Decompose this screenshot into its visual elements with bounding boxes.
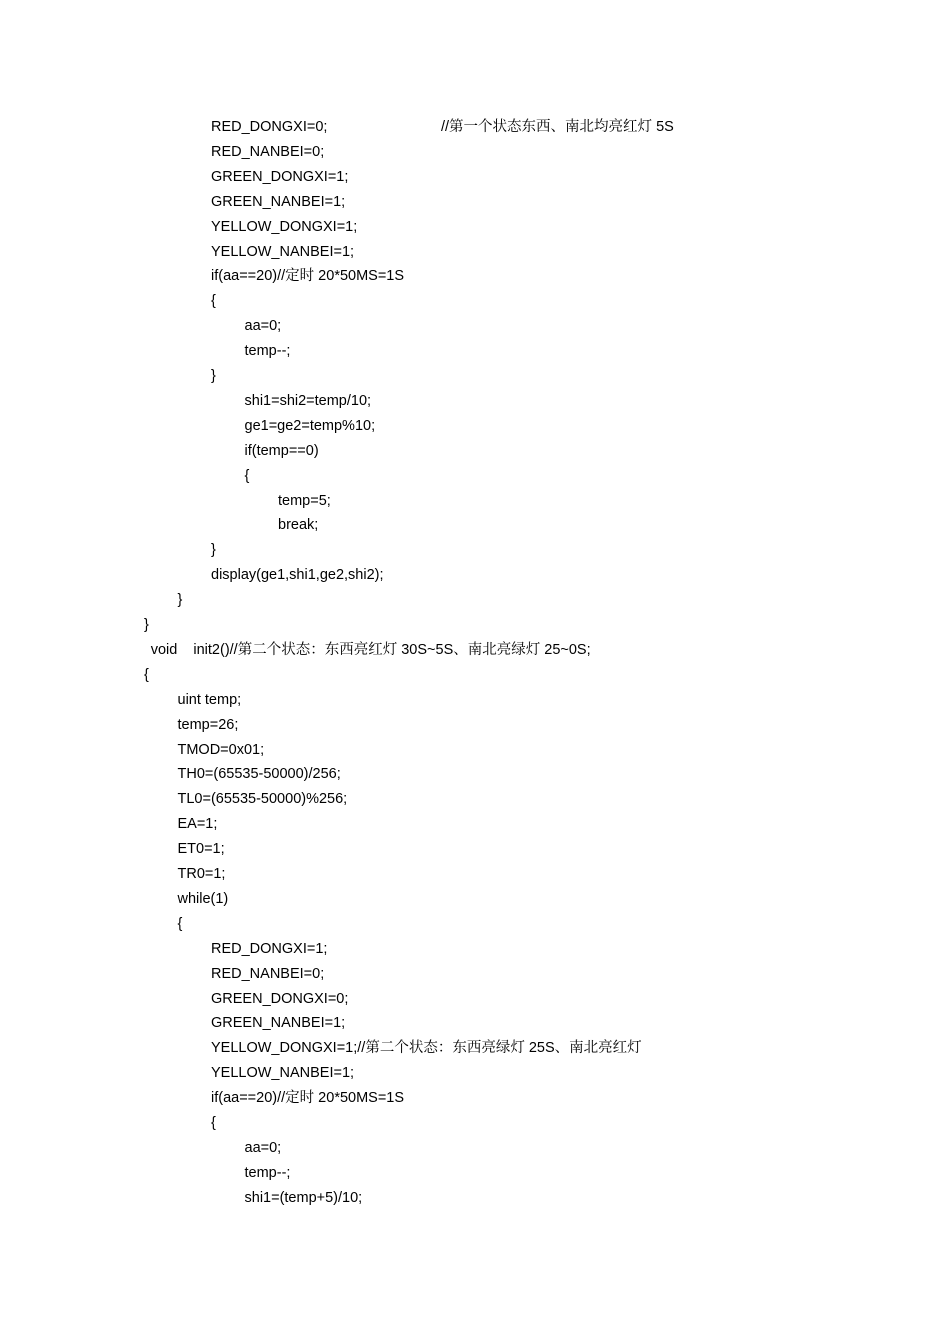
code-line	[245, 339, 291, 364]
code-text: if(aa==20)//定时 20*50MS=1S	[211, 268, 405, 285]
code-line	[178, 688, 242, 713]
code-text: aa=0;	[244, 1139, 282, 1156]
code-line	[211, 1086, 404, 1111]
code-line	[245, 389, 372, 414]
code-line	[178, 887, 229, 912]
code-comment: //第一个状态东西、南北均亮红灯 5S	[441, 119, 674, 135]
code-text: ge1=ge2=temp%10;	[244, 417, 376, 434]
code-line	[211, 937, 327, 962]
code-text: aa=0;	[244, 318, 282, 335]
code-text: GREEN_NANBEI=1;	[211, 193, 346, 210]
code-text: {	[244, 467, 250, 484]
code-text: }	[144, 617, 149, 633]
code-line	[245, 464, 250, 489]
code-line	[211, 190, 345, 215]
code-text: RED_NANBEI=0;	[211, 143, 325, 160]
code-text: YELLOW_DONGXI=1;	[211, 218, 358, 235]
code-text: shi1=shi2=temp/10;	[244, 392, 372, 409]
code-text: GREEN_DONGXI=1;	[211, 168, 349, 185]
code-line	[211, 1061, 354, 1086]
code-text: TMOD=0x01;	[177, 741, 265, 758]
code-text: GREEN_NANBEI=1;	[211, 1015, 346, 1032]
code-text: display(ge1,shi1,ge2,shi2);	[211, 567, 384, 584]
code-text: {	[177, 915, 183, 932]
code-text: RED_DONGXI=1;	[211, 940, 328, 957]
code-line	[278, 489, 331, 514]
code-text: RED_NANBEI=0;	[211, 965, 325, 982]
code-text: }	[211, 542, 216, 559]
code-text: RED_DONGXI=0;	[211, 119, 328, 135]
code-text: TH0=(65535-50000)/256;	[177, 766, 341, 783]
code-line	[151, 638, 591, 663]
code-line	[178, 588, 183, 613]
code-line	[245, 439, 319, 464]
code-line	[178, 762, 341, 787]
code-text: TR0=1;	[177, 866, 226, 882]
code-text: uint temp;	[177, 691, 242, 708]
code-line	[211, 538, 216, 563]
code-line	[245, 314, 282, 339]
code-line	[245, 414, 376, 439]
code-text: }	[211, 368, 216, 384]
code-line	[211, 165, 348, 190]
code-text: YELLOW_NANBEI=1;	[211, 1065, 355, 1082]
code-line	[245, 1136, 282, 1161]
code-text: if(temp==0)	[244, 442, 319, 459]
code-line	[245, 1161, 291, 1186]
code-line	[211, 240, 354, 265]
code-text: while(1)	[177, 890, 229, 907]
code-text: temp--;	[244, 343, 291, 360]
code-line	[178, 837, 225, 862]
code-line	[178, 862, 226, 887]
code-line	[211, 115, 327, 140]
code-line	[211, 1111, 216, 1136]
code-line	[211, 563, 384, 588]
code-line	[178, 787, 348, 812]
code-line	[211, 289, 216, 314]
code-text: GREEN_DONGXI=0;	[211, 990, 349, 1007]
code-line	[211, 364, 216, 389]
code-line	[211, 264, 404, 289]
code-text: temp--;	[244, 1164, 291, 1181]
code-text: shi1=(temp+5)/10;	[244, 1189, 363, 1206]
code-text: YELLOW_NANBEI=1;	[211, 243, 355, 260]
code-text: {	[211, 1115, 216, 1131]
code-line	[211, 215, 357, 240]
code-text: void init2()//第二个状态：东西亮红灯 30S~5S、南北亮绿灯 25~0S;	[150, 641, 591, 658]
code-line	[211, 1036, 642, 1061]
code-text: }	[177, 592, 183, 609]
code-text: temp=26;	[177, 716, 239, 733]
code-line	[211, 987, 348, 1012]
code-text: EA=1;	[177, 816, 218, 833]
code-line	[278, 513, 318, 538]
code-line	[144, 613, 149, 638]
code-text: {	[211, 293, 216, 310]
code-line	[178, 912, 183, 937]
code-line	[211, 140, 324, 165]
code-text: if(aa==20)//定时 20*50MS=1S	[211, 1090, 405, 1107]
code-text: temp=5;	[278, 492, 331, 509]
code-text: {	[144, 666, 149, 683]
code-text: YELLOW_DONGXI=1;//第二个状态：东西亮绿灯 25S、南北亮红灯	[211, 1040, 642, 1057]
code-line	[211, 962, 324, 987]
code-line	[144, 663, 149, 688]
code-text: ET0=1;	[177, 841, 225, 858]
code-line	[178, 738, 265, 763]
code-text: break;	[278, 517, 319, 534]
code-line	[245, 1186, 363, 1211]
code-line	[178, 713, 239, 738]
code-line	[178, 812, 218, 837]
code-text: TL0=(65535-50000)%256;	[177, 791, 348, 808]
code-line	[211, 1011, 345, 1036]
